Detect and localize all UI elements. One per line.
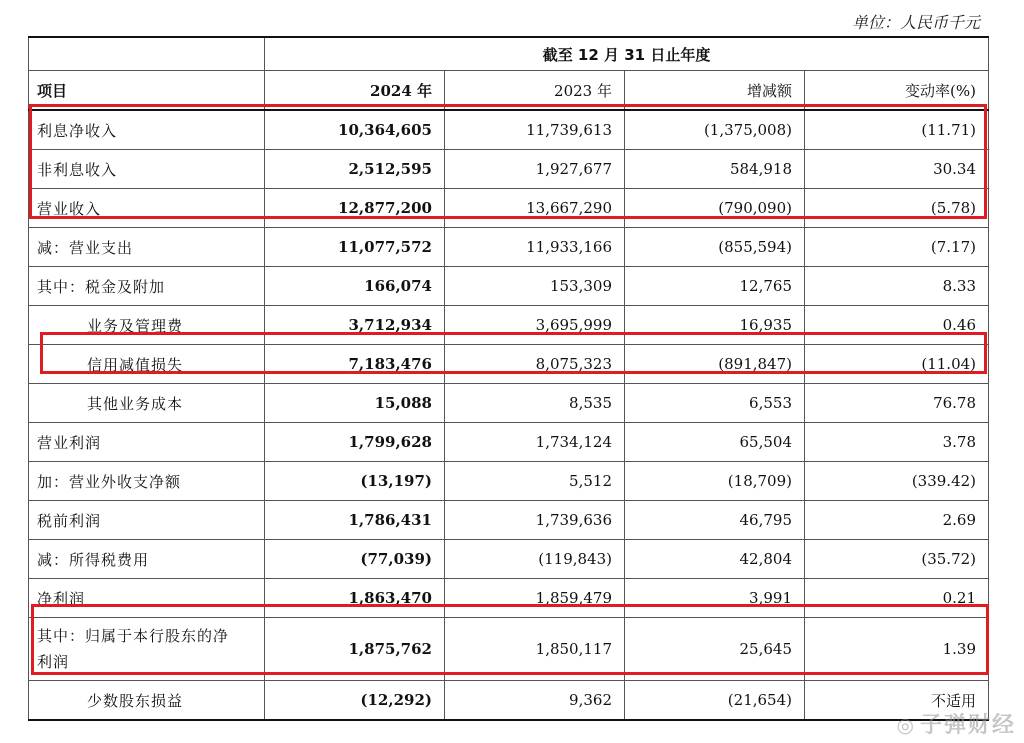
header-row-period <box>29 37 989 71</box>
row-label: 其中：税金及附加 <box>29 267 265 306</box>
value-2023: 5,512 <box>445 462 625 501</box>
value-2024: 1,799,628 <box>265 423 445 462</box>
table-row <box>29 618 989 681</box>
value-2023: 11,739,613 <box>445 110 625 150</box>
value-rate: 2.69 <box>805 501 989 540</box>
table-row <box>29 267 989 306</box>
row-label: 非利息收入 <box>29 150 265 189</box>
table-row <box>29 540 989 579</box>
header-empty-cell <box>29 37 265 71</box>
row-label: 信用减值损失 <box>29 345 265 384</box>
header-row-columns <box>29 71 989 111</box>
value-2023: 153,309 <box>445 267 625 306</box>
income-statement-table <box>28 36 989 721</box>
row-label: 营业利润 <box>29 423 265 462</box>
value-change: 25,645 <box>625 618 805 681</box>
value-2023: 1,859,479 <box>445 579 625 618</box>
row-label: 减：所得税费用 <box>29 540 265 579</box>
value-2024: 12,877,200 <box>265 189 445 228</box>
row-label: 少数股东损益 <box>29 681 265 721</box>
value-2023: 1,927,677 <box>445 150 625 189</box>
table-row <box>29 579 989 618</box>
value-change: (1,375,008) <box>625 110 805 150</box>
value-change: 584,918 <box>625 150 805 189</box>
table-row <box>29 384 989 423</box>
header-item: 项目 <box>29 71 265 111</box>
table-row <box>29 306 989 345</box>
value-2024: (12,292) <box>265 681 445 721</box>
value-2024: 10,364,605 <box>265 110 445 150</box>
value-2023: (119,843) <box>445 540 625 579</box>
row-label-line2: 利润 <box>37 653 70 671</box>
header-2024: 2024 年 <box>265 71 445 111</box>
value-change: 46,795 <box>625 501 805 540</box>
row-label: 加：营业外收支净额 <box>29 462 265 501</box>
value-change: (18,709) <box>625 462 805 501</box>
value-change: 42,804 <box>625 540 805 579</box>
table-row <box>29 423 989 462</box>
value-2024: 1,863,470 <box>265 579 445 618</box>
value-rate: 76.78 <box>805 384 989 423</box>
value-change: (790,090) <box>625 189 805 228</box>
header-2023: 2023 年 <box>445 71 625 111</box>
header-rate: 变动率(%) <box>805 71 989 111</box>
table-row <box>29 345 989 384</box>
value-2023: 1,850,117 <box>445 618 625 681</box>
value-change: 12,765 <box>625 267 805 306</box>
value-2024: 1,875,762 <box>265 618 445 681</box>
value-2023: 1,734,124 <box>445 423 625 462</box>
watermark-text: 子弹财经 <box>919 713 1016 738</box>
value-2023: 11,933,166 <box>445 228 625 267</box>
row-label-line1: 其中：归属于本行股东的净 <box>37 627 230 645</box>
value-2023: 13,667,290 <box>445 189 625 228</box>
value-rate: 3.78 <box>805 423 989 462</box>
value-change: 65,504 <box>625 423 805 462</box>
value-change: 16,935 <box>625 306 805 345</box>
value-2023: 1,739,636 <box>445 501 625 540</box>
value-2024: 3,712,934 <box>265 306 445 345</box>
row-label: 营业收入 <box>29 189 265 228</box>
unit-note: 单位：人民币千元 <box>851 13 980 32</box>
value-2024: 166,074 <box>265 267 445 306</box>
value-change: 6,553 <box>625 384 805 423</box>
value-2024: 15,088 <box>265 384 445 423</box>
value-rate: (11.04) <box>805 345 989 384</box>
value-2024: (13,197) <box>265 462 445 501</box>
value-change: (891,847) <box>625 345 805 384</box>
value-change: 3,991 <box>625 579 805 618</box>
value-rate: 0.21 <box>805 579 989 618</box>
row-label: 业务及管理费 <box>29 306 265 345</box>
value-rate: 不适用 <box>805 681 989 721</box>
table-row <box>29 681 989 721</box>
header-change: 增减额 <box>625 71 805 111</box>
value-2024: 1,786,431 <box>265 501 445 540</box>
value-2024: 11,077,572 <box>265 228 445 267</box>
row-label: 利息净收入 <box>29 110 265 150</box>
table-row <box>29 228 989 267</box>
value-rate: 8.33 <box>805 267 989 306</box>
value-2023: 8,535 <box>445 384 625 423</box>
value-rate: 30.34 <box>805 150 989 189</box>
row-label: 其他业务成本 <box>29 384 265 423</box>
value-rate: 0.46 <box>805 306 989 345</box>
value-rate: (339.42) <box>805 462 989 501</box>
weibo-icon: ◎ <box>896 713 916 737</box>
value-2024: 7,183,476 <box>265 345 445 384</box>
row-label: 减：营业支出 <box>29 228 265 267</box>
table-row <box>29 150 989 189</box>
value-2023: 9,362 <box>445 681 625 721</box>
table-row <box>29 110 989 150</box>
value-rate: (11.71) <box>805 110 989 150</box>
value-rate: 1.39 <box>805 618 989 681</box>
table-row <box>29 501 989 540</box>
row-label: 净利润 <box>29 579 265 618</box>
value-change: (21,654) <box>625 681 805 721</box>
table-row <box>29 189 989 228</box>
value-2023: 8,075,323 <box>445 345 625 384</box>
value-rate: (5.78) <box>805 189 989 228</box>
value-rate: (7.17) <box>805 228 989 267</box>
row-label <box>29 618 265 681</box>
value-2023: 3,695,999 <box>445 306 625 345</box>
row-label: 税前利润 <box>29 501 265 540</box>
value-2024: (77,039) <box>265 540 445 579</box>
watermark <box>897 708 1016 739</box>
value-change: (855,594) <box>625 228 805 267</box>
value-rate: (35.72) <box>805 540 989 579</box>
table-row <box>29 462 989 501</box>
value-2024: 2,512,595 <box>265 150 445 189</box>
header-period: 截至 12 月 31 日止年度 <box>265 37 989 71</box>
